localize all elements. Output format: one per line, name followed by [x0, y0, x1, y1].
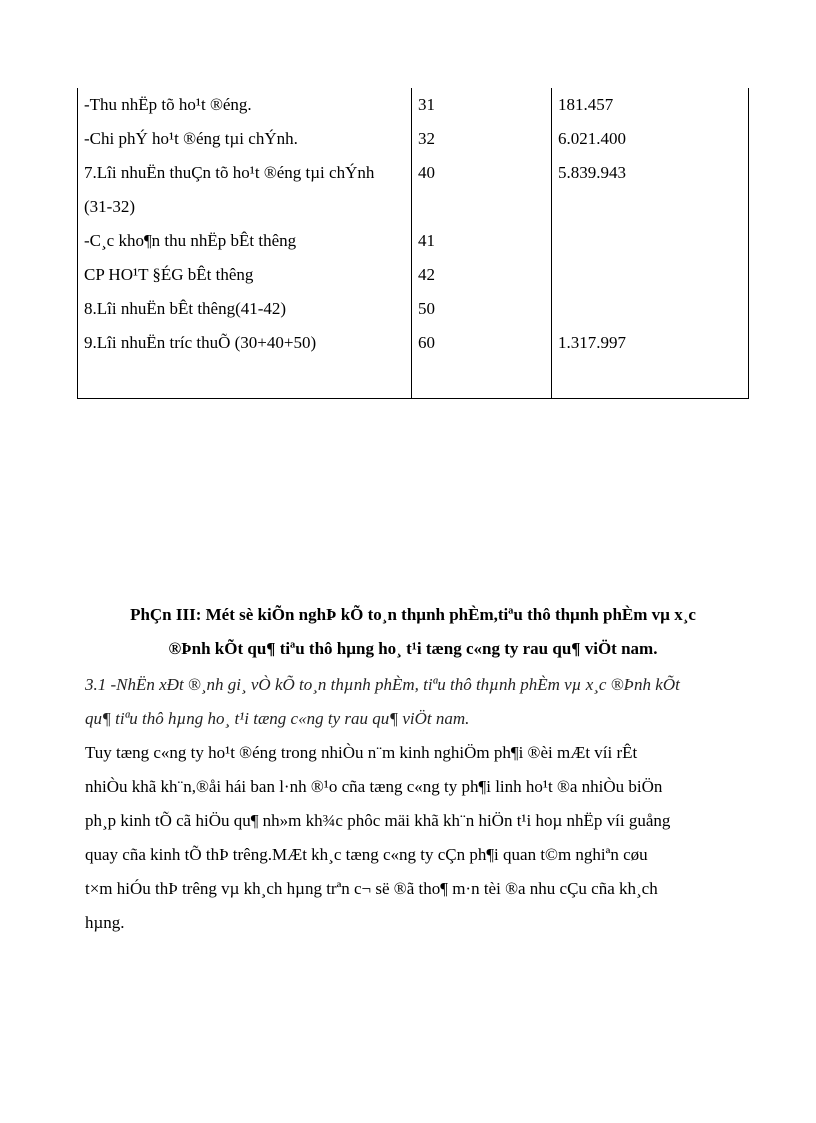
paragraph-line: ph¸p kinh tÕ cã hiÖu qu¶ nh»m kh¾c phôc mäi khã kh¨n hiÖn t¹i hoµ nhËp víi guång — [85, 811, 671, 830]
row-description: 9.Lîi nhuËn tríc thuÕ (30+40+50) — [84, 333, 317, 352]
row-description: CP HO¹T §ÉG bÊt thêng — [84, 265, 254, 284]
row-description: -Chi phÝ ho¹t ®éng tµi chÝnh. — [84, 129, 298, 148]
row-description: -Thu nhËp tõ ho¹t ®éng. — [84, 95, 252, 114]
table-row — [78, 258, 748, 292]
row-code: 32 — [418, 129, 435, 148]
paragraph-line: Tuy tæng c«ng ty ho¹t ®éng trong nhiÒu n¨m kinh nghiÖm ph¶i ®èi mÆt víi rÊt — [85, 743, 638, 762]
table-row — [78, 224, 748, 258]
table-row — [78, 190, 748, 224]
row-description: 7.Lîi nhuËn thuÇn tõ ho¹t ®éng tµi chÝnh — [84, 163, 375, 182]
table-row — [78, 326, 748, 360]
table-row — [78, 88, 748, 122]
row-code: 50 — [418, 299, 435, 318]
table-row — [78, 292, 748, 326]
row-description: (31-32) — [84, 197, 135, 216]
row-amount: 6.021.400 — [558, 129, 626, 148]
row-code: 40 — [418, 163, 435, 182]
subsection-heading-line-2: qu¶ tiªu thô hµng ho¸ t¹i tæng c«ng ty rau qu¶ viÖt nam. — [85, 709, 470, 728]
paragraph-line: nhiÒu khã kh¨n,®åi hái ban l·nh ®¹o cña tæng c«ng ty ph¶i linh ho¹t ®a nhiÒu biÖn — [85, 777, 663, 796]
row-description: 8.Lîi nhuËn bÊt thêng(41-42) — [84, 299, 287, 318]
section-heading-line-2: ®Þnh kÕt qu¶ tiªu thô hµng ho¸ t¹i tæng c«ng ty rau qu¶ viÖt nam. — [168, 639, 658, 658]
row-amount: 1.317.997 — [558, 333, 626, 352]
row-amount: 5.839.943 — [558, 163, 626, 182]
paragraph-line: hµng. — [85, 913, 125, 932]
row-code: 41 — [418, 231, 435, 250]
table-row — [78, 156, 748, 190]
row-amount: 181.457 — [558, 95, 614, 114]
paragraph-line: t×m hiÓu thÞ trêng vµ kh¸ch hµng trªn c¬ së ®ã tho¶ m·n tèi ®a nhu cÇu cña kh¸ch — [85, 879, 658, 898]
row-code: 42 — [418, 265, 435, 284]
section-heading-line-1: PhÇn III: Mét sè kiÕn nghÞ kÕ to¸n thµnh phÈm,tiªu thô thµnh phÈm vµ x¸c — [130, 605, 696, 624]
paragraph-line: quay cña kinh tÕ thÞ trêng.MÆt kh¸c tæng c«ng ty cÇn ph¶i quan t©m nghiªn cøu — [85, 845, 648, 864]
table-row — [78, 122, 748, 156]
row-code: 31 — [418, 95, 435, 114]
subsection-heading-line-1: 3.1 -NhËn xÐt ®¸nh gi¸ vÒ kÕ to¸n thµnh phÈm, tiªu thô thµnh phÈm vµ x¸c ®Þnh kÕt — [85, 675, 680, 694]
row-description: -C¸c kho¶n thu nhËp bÊt thêng — [84, 231, 297, 250]
income-statement-table — [77, 88, 749, 399]
row-code: 60 — [418, 333, 435, 352]
